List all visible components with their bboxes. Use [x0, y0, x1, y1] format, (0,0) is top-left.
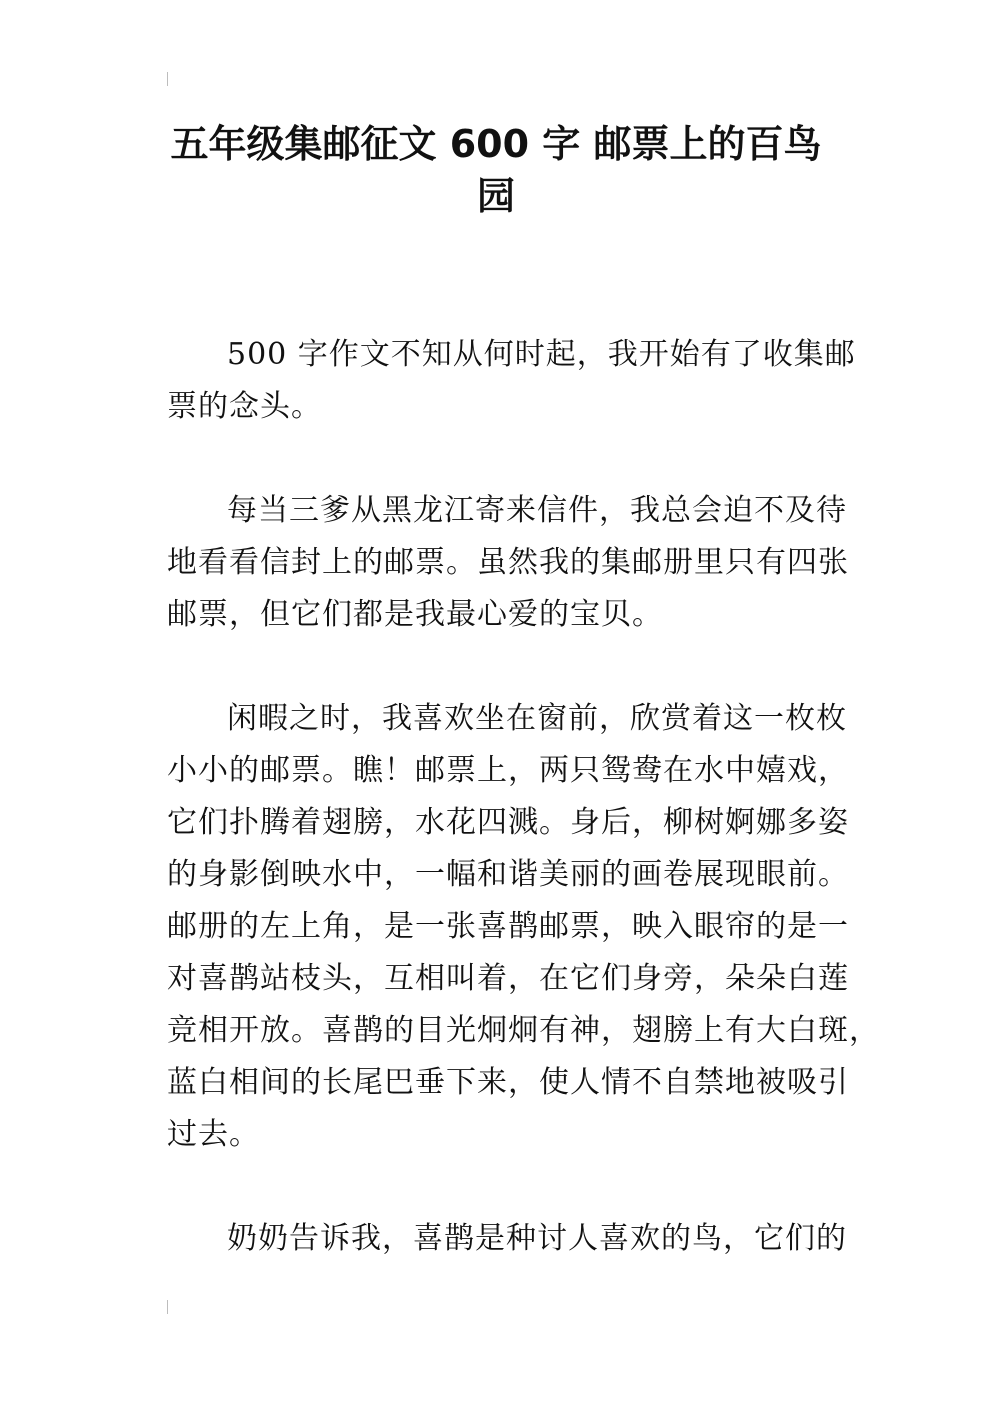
paragraph-2: [167, 485, 849, 641]
text-line: 过去。: [167, 1117, 260, 1152]
text-line: 的身影倒映水中，一幅和谐美丽的画卷展现眼前。: [167, 857, 849, 892]
text-line: 竞相开放。喜鹊的目光炯炯有神，翅膀上有大白斑，: [167, 1013, 880, 1048]
text-line: 地看看信封上的邮票。虽然我的集邮册里只有四张: [167, 545, 849, 580]
title-line: 五年级集邮征文 600 字 邮票上的百鸟: [170, 122, 822, 166]
document-title: [150, 118, 842, 222]
text-line: 闲暇之时，我喜欢坐在窗前，欣赏着这一枚枚: [227, 701, 847, 736]
page-corner-mark-bottom: [167, 1300, 168, 1314]
text-line: 每当三爹从黑龙江寄来信件，我总会迫不及待: [227, 493, 847, 528]
text-line: 邮册的左上角，是一张喜鹊邮票，映入眼帘的是一: [167, 909, 849, 944]
page-corner-mark-top: [167, 72, 168, 86]
text-line: 对喜鹊站枝头，互相叫着，在它们身旁，朵朵白莲: [167, 961, 849, 996]
text-line: 奶奶告诉我，喜鹊是种讨人喜欢的鸟，它们的: [227, 1221, 847, 1256]
paragraph-1: [167, 329, 856, 433]
title-line: 园: [476, 174, 515, 218]
text-line: 小小的邮票。瞧！邮票上，两只鸳鸯在水中嬉戏，: [167, 753, 849, 788]
paragraph-4: [167, 1213, 847, 1265]
text-line: 蓝白相间的长尾巴垂下来，使人情不自禁地被吸引: [167, 1065, 849, 1100]
text-line: 票的念头。: [167, 389, 322, 424]
text-line: 它们扑腾着翅膀，水花四溅。身后，柳树婀娜多姿: [167, 805, 849, 840]
paragraph-3: [167, 693, 880, 1161]
text-line: 500 字作文不知从何时起，我开始有了收集邮: [227, 337, 856, 372]
text-line: 邮票，但它们都是我最心爱的宝贝。: [167, 597, 663, 632]
